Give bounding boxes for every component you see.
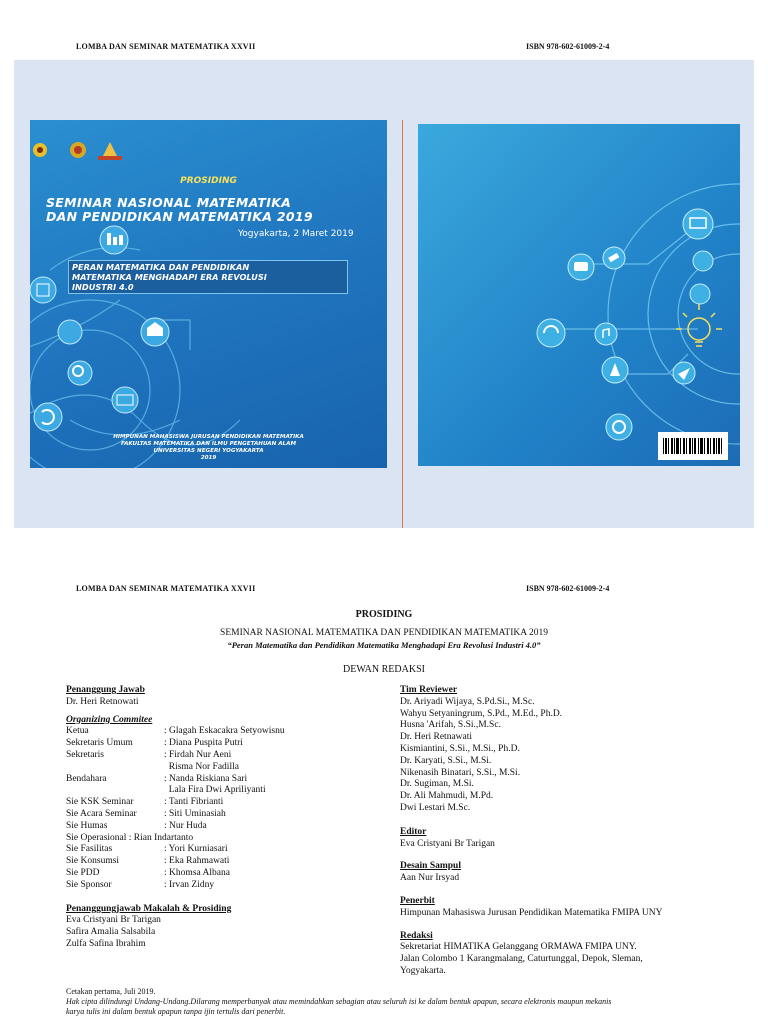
- isbn-barcode: [658, 432, 728, 460]
- cover-org-line3: UNIVERSITAS NEGERI YOGYAKARTA: [153, 448, 264, 454]
- reviewer-item: Nikenasih Binatari, S.Si., M.Si.: [400, 767, 521, 778]
- desain-sampul-name: Aan Nur Irsyad: [400, 873, 460, 884]
- redaksi-line: Jalan Colombo 1 Karangmalang, Caturtunggal, Depok, Sleman,: [400, 954, 643, 965]
- committee-row: [66, 726, 386, 738]
- reviewer-item: Dwi Lestari M.Sc.: [400, 802, 471, 813]
- front-cover-network-graphic: [30, 120, 387, 468]
- committee-name: Risma Nor Fadilla: [164, 761, 239, 772]
- dewan-redaksi-heading: DEWAN REDAKSI: [343, 664, 425, 675]
- reviewer-item: Dr. Ariyadi Wijaya, S.Pd.Si., M.Sc.: [400, 696, 535, 707]
- committee-role: Sie Acara Seminar: [66, 808, 137, 819]
- right-column: [400, 685, 730, 978]
- committee-row: [66, 785, 386, 797]
- committee-list: [66, 726, 386, 891]
- reviewer-item: Dr. Heri Retnawati: [400, 732, 473, 743]
- reviewer-item: Dr. Ali Mahmudi, M.Pd.: [400, 791, 494, 802]
- committee-name: : Siti Uminasiah: [164, 808, 226, 819]
- committee-role: Sie Konsumsi: [66, 856, 120, 867]
- committee-role: Ketua: [66, 726, 89, 737]
- committee-row: [66, 880, 386, 892]
- committee-name: : Yori Kurniasari: [164, 844, 228, 855]
- committee-row: [66, 844, 386, 856]
- reviewer-item: Husna 'Arifah, S.Si.,M.Sc.: [400, 720, 501, 731]
- editor-name: Eva Cristyani Br Tarigan: [400, 838, 495, 849]
- page2-header-left: LOMBA DAN SEMINAR MATEMATIKA XXVII: [76, 584, 256, 593]
- cover-prosiding: PROSIDING: [180, 176, 237, 186]
- redaksi-line: Yogyakarta.: [400, 965, 446, 976]
- committee-role: Sekretaris: [66, 749, 104, 760]
- committee-role: Sie Operasional : Rian Indartanto: [66, 832, 194, 843]
- cover-theme-line3: INDUSTRI 4.0: [72, 282, 134, 292]
- penerbit-name: Himpunan Mahasiswa Jurusan Pendidikan Matematika FMIPA UNY: [400, 907, 663, 918]
- editor-label: Editor: [400, 826, 427, 837]
- penerbit-label: Penerbit: [400, 895, 435, 906]
- committee-row: [66, 774, 386, 786]
- back-cover: [418, 124, 740, 466]
- pj-makalah-label: Penanggungjawab Makalah & Prosiding: [66, 903, 232, 914]
- pj-makalah-name: Safira Amalia Salsabila: [66, 927, 156, 938]
- pj-makalah-name: Zulfa Safina Ibrahim: [66, 938, 146, 949]
- committee-role: Sie Fasilitas: [66, 844, 113, 855]
- desain-sampul-label: Desain Sampul: [400, 861, 461, 872]
- reviewer-item: Kismiantini, S.Si., M.Si., Ph.D.: [400, 743, 520, 754]
- header-isbn: ISBN 978-602-61009-2-4: [526, 42, 610, 51]
- cover-theme-line2: MATEMATIKA MENGHADAPI ERA REVOLUSI: [72, 272, 267, 282]
- committee-row: [66, 797, 386, 809]
- penanggung-jawab-name: Dr. Heri Retnowati: [66, 696, 139, 707]
- committee-row: [66, 868, 386, 880]
- committee-role: Bendahara: [66, 773, 107, 784]
- committee-name: : Eka Rahmawati: [164, 856, 230, 867]
- page2-header-isbn: ISBN 978-602-61009-2-4: [526, 584, 610, 593]
- cover-org-year: 2019: [200, 455, 217, 461]
- committee-row: [66, 750, 386, 762]
- header-left: LOMBA DAN SEMINAR MATEMATIKA XXVII: [76, 42, 256, 51]
- committee-name: Lala Fira Dwi Apriliyanti: [164, 785, 266, 796]
- pj-makalah-name: Eva Cristyani Br Tarigan: [66, 915, 161, 926]
- redaksi-label: Redaksi: [400, 930, 433, 941]
- committee-row: [66, 809, 386, 821]
- committee-row: [66, 738, 386, 750]
- left-column: [66, 685, 386, 951]
- cover-org-line1: HIMPUNAN MAHASISWA JURUSAN PENDIDIKAN MATEMATIKA: [113, 434, 304, 440]
- committee-row: [66, 762, 386, 774]
- penanggung-jawab-label: Penanggung Jawab: [66, 685, 145, 695]
- front-cover: [30, 120, 387, 468]
- cover-org-line2: FAKULTAS MATEMATIKA DAN ILMU PENGETAHUAN ALAM: [120, 441, 297, 447]
- committee-role: Sie Humas: [66, 820, 108, 831]
- committee-name: : Glagah Eskacakra Setyowisnu: [164, 726, 285, 737]
- committee-row: [66, 856, 386, 868]
- committee-role: Sekretaris Umum: [66, 738, 133, 749]
- cover-theme-line1: PERAN MATEMATIKA DAN PENDIDIKAN: [72, 262, 250, 272]
- copyright-line1: Hak cipta dilindungi Undang-Undang.Dilarang memperbanyak atau memindahkan sebagian atau seluruh isi ke dalam bentuk apapun, secara elektronis maupun mekanis: [66, 997, 612, 1006]
- organizing-committee-label: Organizing Commitee: [66, 714, 153, 725]
- tim-reviewer-label: Tim Reviewer: [400, 685, 458, 695]
- committee-row: [66, 821, 386, 833]
- page2-theme: “Peran Matematika dan Pendidikan Matematika Menghadapi Era Revolusi Industri 4.0”: [227, 640, 541, 650]
- reviewer-item: Dr. Sugiman, M.Si.: [400, 779, 474, 790]
- committee-name: : Tanti Fibrianti: [164, 797, 224, 808]
- cover-place-date: Yogyakarta, 2 Maret 2019: [238, 229, 354, 239]
- back-cover-network-graphic: [418, 124, 740, 466]
- committee-name: : Diana Puspita Putri: [164, 738, 243, 749]
- committee-name: : Nanda Riskiana Sari: [164, 773, 248, 784]
- reviewer-item: Wahyu Setyaningrum, S.Pd., M.Ed., Ph.D.: [400, 708, 563, 719]
- committee-name: : Khomsa Albana: [164, 867, 230, 878]
- redaksi-line: Sekretariat HIMATIKA Gelanggang ORMAWA FMIPA UNY.: [400, 942, 637, 953]
- committee-role: Sie PDD: [66, 867, 100, 878]
- committee-role: Sie Sponsor: [66, 879, 112, 890]
- barcode-graphic: [658, 432, 728, 460]
- committee-name: : Firdah Nur Aeni: [164, 749, 232, 760]
- copyright-line2: karya tulis ini dalam bentuk apapun tanpa ijin tertulis dari penerbit.: [66, 1007, 286, 1016]
- cover-title-line2: DAN PENDIDIKAN MATEMATIKA 2019: [46, 209, 313, 224]
- committee-name: : Nur Huda: [164, 820, 207, 831]
- page2-title: SEMINAR NASIONAL MATEMATIKA DAN PENDIDIKAN MATEMATIKA 2019: [220, 628, 548, 638]
- committee-role: Sie KSK Seminar: [66, 797, 134, 808]
- page2-prosiding: PROSIDING: [355, 609, 413, 620]
- reviewer-item: Dr. Karyati, S.Si., M.Si.: [400, 755, 492, 766]
- cover-title-line1: SEMINAR NASIONAL MATEMATIKA: [46, 195, 292, 210]
- committee-row: [66, 833, 386, 845]
- committee-name: : Irvan Zidny: [164, 879, 215, 890]
- cover-spine-line: [402, 120, 403, 528]
- cetakan-text: Cetakan pertama, Juli 2019.: [66, 987, 156, 996]
